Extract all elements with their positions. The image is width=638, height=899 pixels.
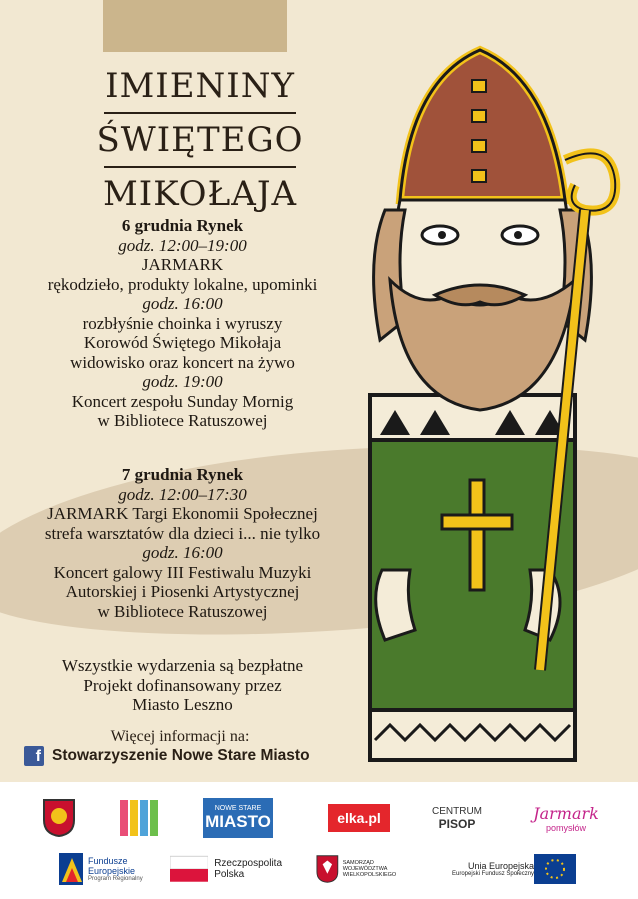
facebook-icon: f <box>24 746 44 766</box>
day2-schedule <box>10 465 355 621</box>
elka-logo[interactable]: elka.pl <box>328 804 390 832</box>
day1-line-4: Korowód Świętego Mikołaja <box>83 333 282 352</box>
leszno-coat-of-arms-icon[interactable] <box>42 798 76 838</box>
jarmark-pomyslow-logo[interactable] <box>518 796 614 840</box>
day2-time-2: godz. 16:00 <box>142 543 223 562</box>
day1-line-6: Koncert zespołu Sunday Mornig <box>71 391 294 411</box>
day1-time-2: godz. 16:00 <box>142 294 223 313</box>
day1-line-3: rozbłyśnie choinka i wyruszy <box>82 313 283 333</box>
logo-efs-text: Europejski Fundusz Społeczny <box>452 871 535 877</box>
title-line-1: IMIENINY <box>105 66 295 106</box>
title-line-3: MIKOŁAJA <box>102 174 298 214</box>
day2-line-4: Autorskiej i Piosenki Artystycznej <box>65 582 300 601</box>
day1-schedule <box>10 216 355 431</box>
facebook-link[interactable] <box>24 746 310 766</box>
day2-time-1: godz. 12:00–17:30 <box>118 484 247 504</box>
footer-line-1: Wszystkie wydarzenia są bezpłatne <box>61 656 304 675</box>
logo-ue-text: Unia Europejska <box>468 861 535 871</box>
logo-miasto-top-text: NOWE STARE <box>214 804 262 812</box>
fundusze-icon <box>58 852 84 886</box>
eu-flag-icon[interactable] <box>534 854 576 884</box>
day1-line-7: w Bibliotece Ratuszowej <box>97 411 268 430</box>
day1-time-3: godz. 19:00 <box>142 372 223 391</box>
logo-samorzad-text: SAMORZĄD WOJEWÓDZTWA <box>342 860 388 872</box>
centrum-pisop-logo[interactable] <box>428 798 486 838</box>
logo-pisop-text: PISOP <box>438 816 476 831</box>
logo-rzeczpospolita-text: Rzeczpospolita <box>214 858 282 869</box>
day1-time-1: godz. 12:00–19:00 <box>118 235 247 255</box>
nowe-stare-miasto-logo[interactable] <box>203 798 273 838</box>
logo-fundusze-text: Fundusze <box>88 856 128 866</box>
logo-polska-text: Polska <box>214 869 245 880</box>
left-hand <box>376 570 415 640</box>
day2-line-1: JARMARK Targi Ekonomii Społecznej <box>47 504 318 523</box>
logo-wielkopolskiego-text: WIELKOPOLSKIEGO <box>342 872 397 878</box>
samorzad-wielkopolskiego-logo[interactable] <box>316 850 416 888</box>
logo-europejskie-text: Europejskie <box>88 866 136 876</box>
day2-line-2: strefa warsztatów dla dzieci i... nie tylko <box>44 523 321 543</box>
fundusze-europejskie-logo[interactable] <box>58 850 156 888</box>
polish-flag-icon <box>170 855 208 883</box>
eagle-shield-icon <box>316 854 339 884</box>
day2-line-5: w Bibliotece Ratuszowej <box>97 601 268 621</box>
logo-miasto-text: MIASTO <box>205 811 271 831</box>
saint-nicholas-illustration <box>360 40 630 770</box>
footer-line-3: Miasto Leszno <box>132 695 233 714</box>
facebook-page-name[interactable]: Stowarzyszenie Nowe Stare Miasto <box>52 747 310 764</box>
title-line-2: ŚWIĘTEGO <box>96 120 304 160</box>
day2-line-3: Koncert galowy III Festiwalu Muzyki <box>53 562 312 582</box>
day1-line-2: rękodzieło, produkty lokalne, upominki <box>47 274 318 294</box>
logo-jarmark-text: Jarmark <box>533 803 599 823</box>
logo-centrum-text: CENTRUM <box>432 805 482 817</box>
day2-heading: 7 grudnia Rynek <box>121 465 244 484</box>
colorful-bars-logo-icon[interactable] <box>118 798 160 838</box>
top-band <box>103 0 287 52</box>
info-label: Więcej informacji na: <box>110 728 250 745</box>
sponsor-logos <box>0 782 638 899</box>
rzeczpospolita-polska-logo[interactable] <box>170 850 282 888</box>
day1-heading: 6 grudnia Rynek <box>121 216 244 235</box>
day1-line-1: JARMARK <box>141 255 224 274</box>
footer-line-2: Projekt dofinansowany przez <box>83 675 282 695</box>
footer-note <box>10 656 355 715</box>
logo-pomyslow-text: pomysłów <box>545 822 586 833</box>
poster-title <box>80 60 320 220</box>
day1-line-5: widowisko oraz koncert na żywo <box>70 352 295 372</box>
logo-program-text: Program Regionalny <box>88 876 143 882</box>
